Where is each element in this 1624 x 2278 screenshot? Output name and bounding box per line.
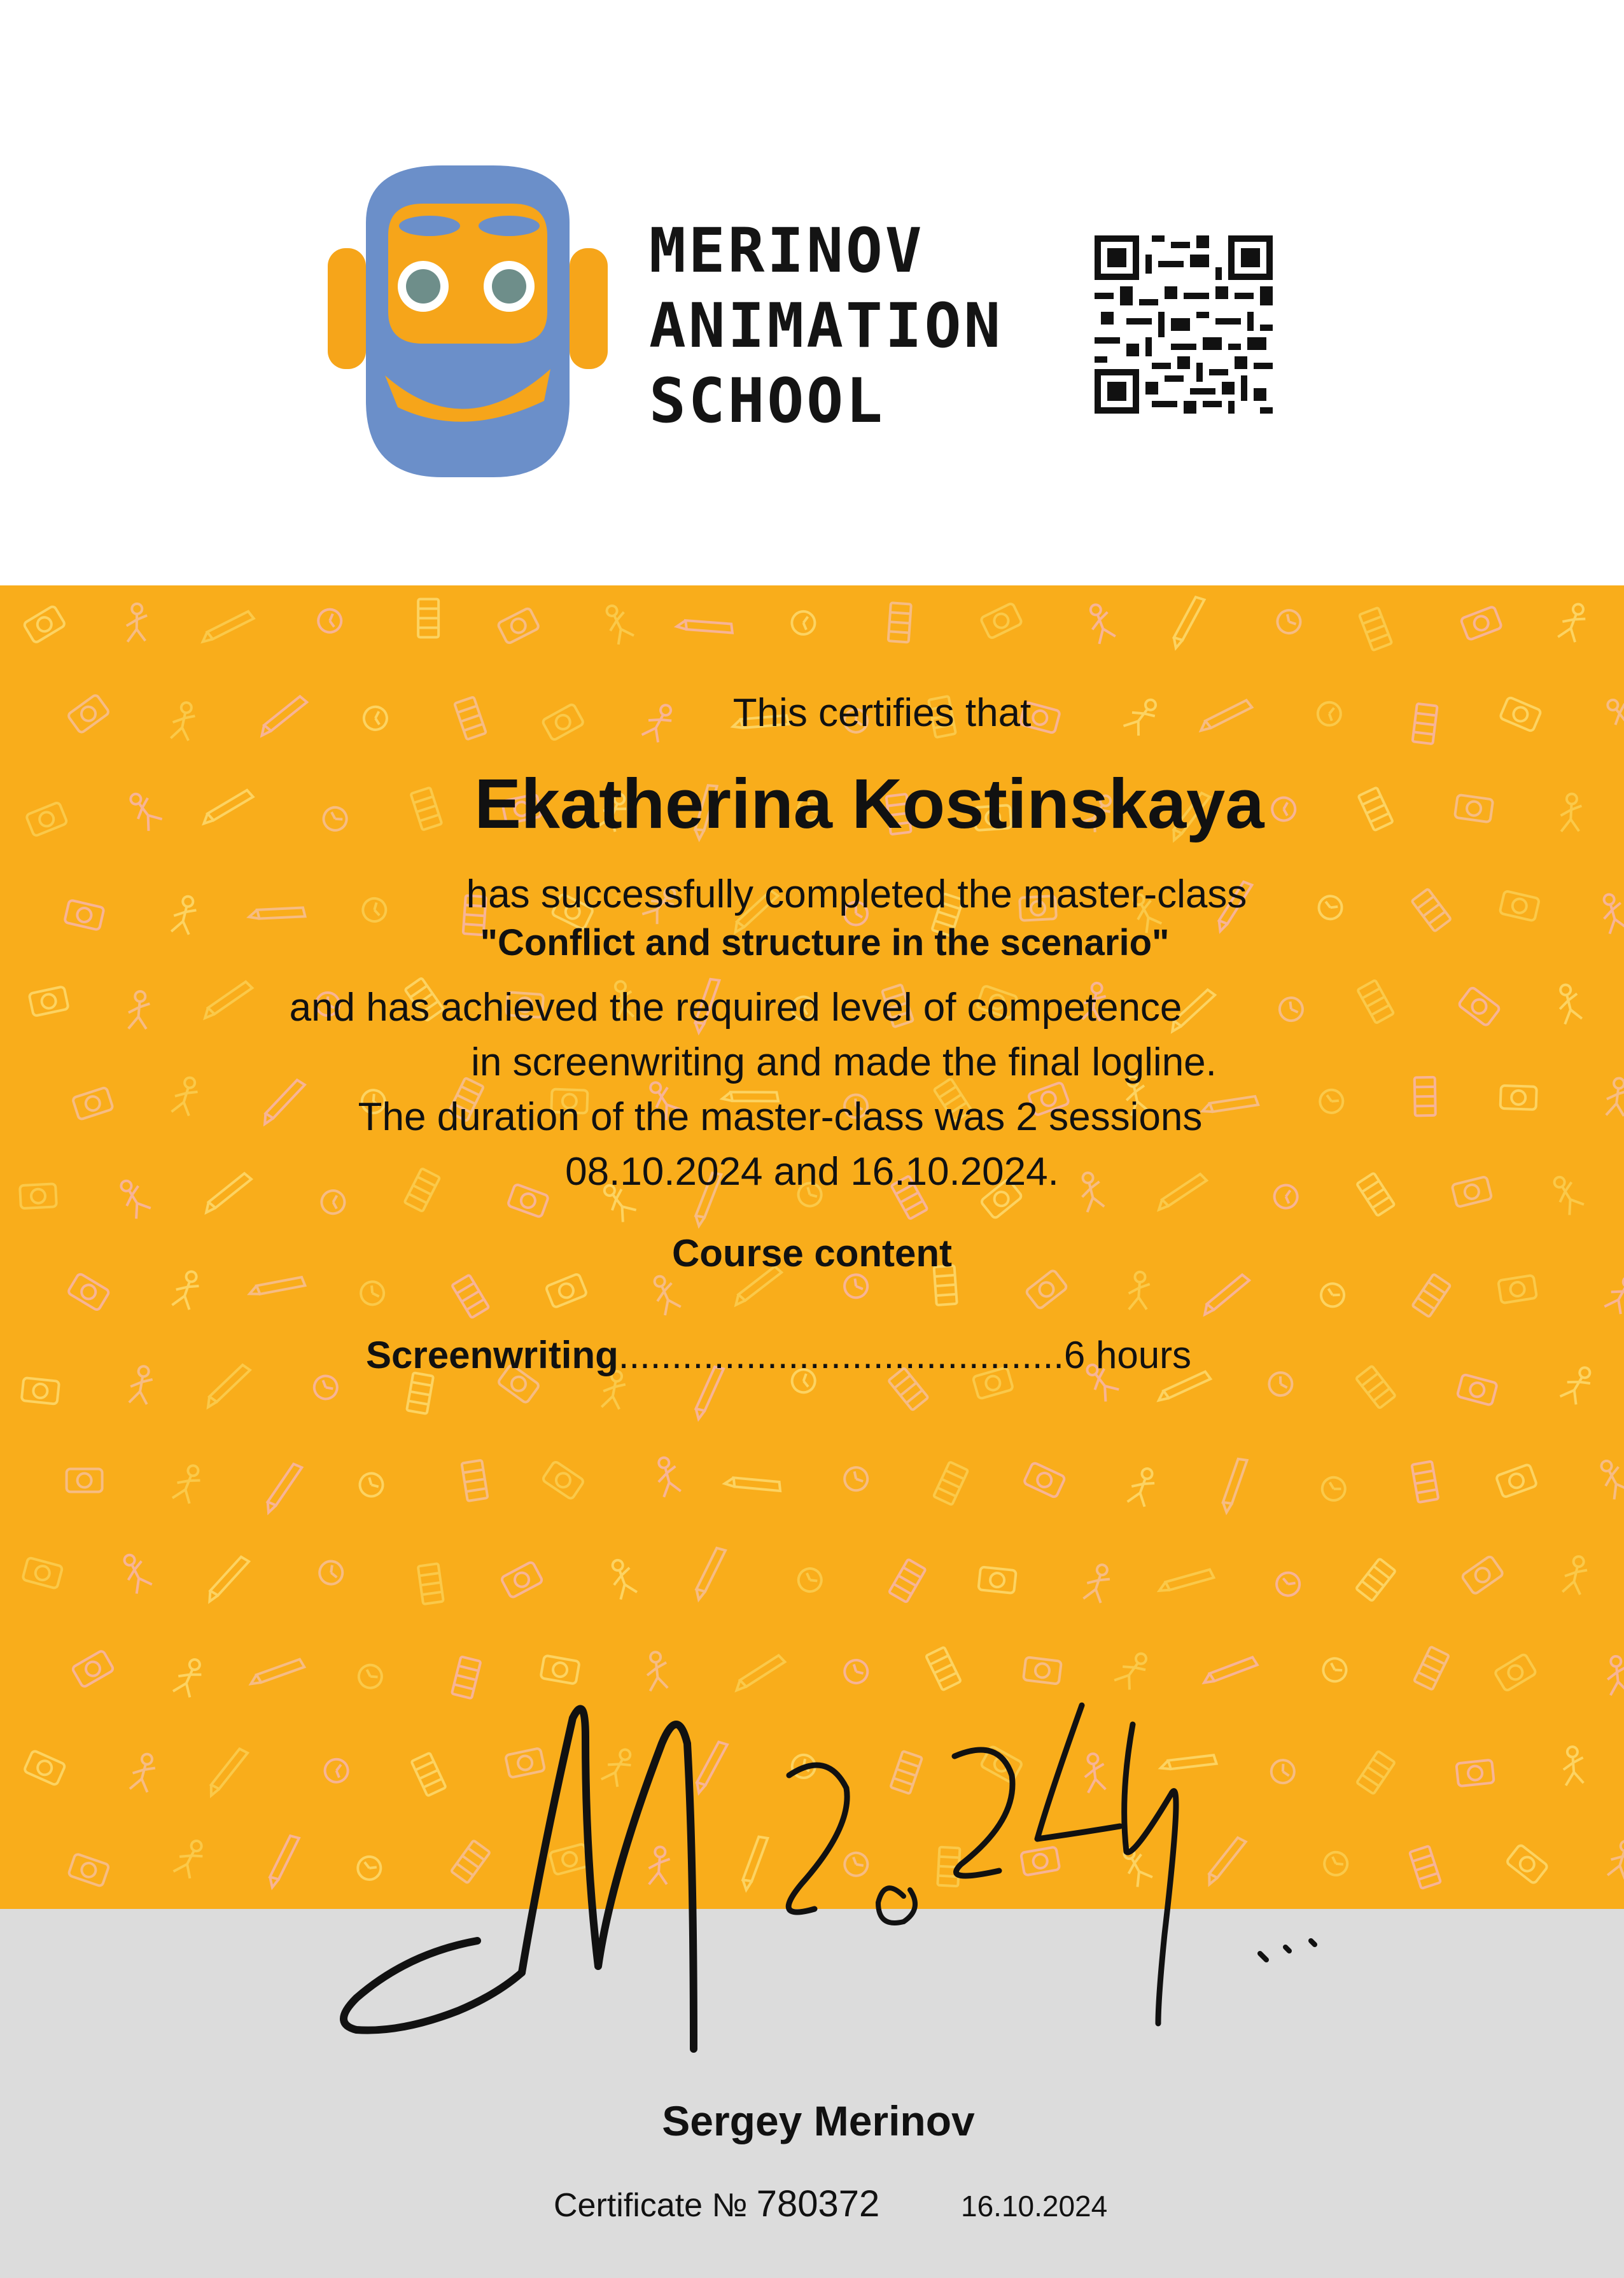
doodle-mark bbox=[200, 1747, 257, 1795]
doodle-mark bbox=[72, 1650, 114, 1688]
doodle-mark bbox=[1494, 1654, 1537, 1692]
completed-text: has successfully completed the master-class bbox=[466, 872, 1247, 916]
doodle-mark bbox=[318, 1560, 344, 1586]
doodle-mark bbox=[360, 1281, 385, 1306]
doodle-mark bbox=[201, 1555, 256, 1601]
doodle-mark bbox=[407, 1373, 433, 1414]
doodle-mark bbox=[542, 1461, 585, 1500]
doodle-mark bbox=[1082, 1562, 1114, 1605]
doodle-mark bbox=[1411, 1461, 1438, 1502]
doodle-mark bbox=[501, 1562, 543, 1598]
doodle-mark bbox=[172, 1837, 208, 1880]
doodle-mark bbox=[843, 1273, 869, 1299]
doodle-mark bbox=[418, 599, 438, 638]
doodle-mark bbox=[1606, 1655, 1624, 1695]
doodle-mark bbox=[452, 1275, 489, 1318]
doodle-mark bbox=[1562, 1746, 1585, 1785]
doodle-mark bbox=[251, 1649, 305, 1695]
logo-line-1: MERINOV bbox=[649, 215, 925, 286]
doodle-mark bbox=[126, 604, 147, 643]
doodle-mark bbox=[67, 1469, 102, 1492]
doodle-mark bbox=[1128, 1271, 1151, 1311]
doodle-mark bbox=[889, 1559, 926, 1602]
doodle-mark bbox=[787, 607, 819, 639]
doodle-mark bbox=[255, 1462, 313, 1513]
certificate-date: 16.10.2024 bbox=[961, 2190, 1108, 2223]
field-text: in screenwriting and made the final logline. bbox=[471, 1040, 1217, 1084]
doodle-mark bbox=[68, 1854, 109, 1887]
doodle-mark bbox=[1557, 601, 1589, 643]
doodle-mark bbox=[24, 1750, 66, 1785]
doodle-mark bbox=[1412, 1274, 1450, 1317]
header bbox=[0, 0, 1624, 585]
doodle-mark bbox=[1356, 1366, 1396, 1408]
doodle-mark bbox=[1023, 1462, 1065, 1498]
doodle-mark bbox=[24, 605, 66, 643]
doodle-mark bbox=[725, 1456, 785, 1514]
doodle-mark bbox=[1205, 1455, 1265, 1513]
certificate-number-label: Certificate № bbox=[554, 2187, 748, 2224]
doodle-mark bbox=[1414, 1647, 1449, 1690]
doodle-mark bbox=[67, 1273, 110, 1311]
doodle-mark bbox=[978, 1567, 1016, 1593]
doodle-mark bbox=[1126, 1465, 1159, 1508]
achieved-text: and has achieved the required level of competence bbox=[289, 986, 1182, 1030]
doodle-mark bbox=[1025, 1269, 1067, 1310]
doodle-mark bbox=[129, 1752, 158, 1794]
doodle-mark bbox=[1275, 608, 1303, 636]
logo-wordmark bbox=[649, 213, 1003, 438]
course-item bbox=[366, 1333, 1191, 1377]
doodle-mark bbox=[461, 1460, 487, 1501]
doodle-mark bbox=[648, 1273, 683, 1316]
doodle-mark bbox=[1084, 601, 1117, 644]
doodle-mark bbox=[1318, 1473, 1349, 1504]
doodle-mark bbox=[172, 1656, 206, 1699]
doodle-mark bbox=[1357, 1751, 1395, 1794]
duration-text: The duration of the master-class was 2 sessions bbox=[358, 1095, 1203, 1139]
doodle-mark bbox=[934, 1462, 968, 1505]
certificate-number-value: 780372 bbox=[756, 2183, 880, 2225]
doodle-mark bbox=[1457, 1374, 1497, 1405]
course-item-leader-dots: .......................................... bbox=[618, 1334, 1064, 1376]
doodle-mark bbox=[311, 1373, 341, 1402]
doodle-mark bbox=[1410, 1846, 1441, 1889]
doodle-mark bbox=[1561, 1555, 1590, 1597]
doodle-mark bbox=[843, 1465, 870, 1493]
logo-line-2: ANIMATION bbox=[649, 290, 1004, 361]
course-content-title: Course content bbox=[671, 1232, 953, 1275]
face-logo-icon bbox=[328, 165, 608, 477]
recipient-name: Ekatherina Kostinskaya bbox=[474, 765, 1264, 843]
doodle-mark bbox=[795, 1565, 825, 1595]
doodle-mark bbox=[202, 1364, 255, 1407]
doodle-mark bbox=[128, 1365, 155, 1406]
doodle-mark bbox=[22, 1378, 59, 1404]
doodle-mark bbox=[22, 1557, 62, 1588]
doodle-mark bbox=[418, 1563, 444, 1604]
doodle-mark bbox=[653, 1455, 682, 1497]
doodle-mark bbox=[1595, 1457, 1624, 1500]
course-item-hours: 6 hours bbox=[1063, 1334, 1192, 1376]
doodle-mark bbox=[676, 599, 736, 656]
doodle-mark bbox=[681, 1545, 740, 1600]
doodle-mark bbox=[357, 1471, 386, 1499]
doodle-mark bbox=[888, 603, 911, 642]
doodle-mark bbox=[1269, 1372, 1292, 1395]
doodle-mark bbox=[1359, 608, 1392, 650]
doodle-mark bbox=[315, 606, 345, 636]
doodle-mark bbox=[1461, 1555, 1504, 1595]
qr-code-icon bbox=[1095, 235, 1273, 414]
doodle-mark bbox=[1460, 606, 1502, 641]
doodle-mark bbox=[601, 602, 636, 645]
doodle-mark bbox=[1201, 1274, 1252, 1315]
signer-name: Sergey Merinov bbox=[662, 2097, 975, 2144]
intro-text: This certifies that bbox=[732, 691, 1032, 735]
doodle-mark bbox=[1159, 594, 1219, 648]
doodle-mark bbox=[1272, 1568, 1305, 1600]
doodle-mark bbox=[255, 1833, 314, 1887]
doodle-mark bbox=[1317, 1279, 1348, 1311]
doodle-mark bbox=[118, 1551, 154, 1594]
doodle-mark bbox=[1356, 1558, 1396, 1601]
doodle-mark bbox=[545, 1273, 587, 1308]
doodle-mark bbox=[1559, 1363, 1596, 1406]
doodle-mark bbox=[1456, 1760, 1494, 1787]
signature-icon bbox=[331, 1667, 1362, 2074]
doodle-mark bbox=[1498, 1275, 1537, 1303]
doodle-mark bbox=[171, 1462, 204, 1506]
doodle-mark bbox=[498, 608, 540, 644]
doodle-mark bbox=[1496, 1464, 1537, 1498]
doodle-mark bbox=[1606, 1838, 1624, 1881]
doodle-mark bbox=[606, 1557, 639, 1600]
logo-line-3: SCHOOL bbox=[649, 365, 885, 437]
doodle-mark bbox=[1159, 1557, 1216, 1605]
certificate-number bbox=[554, 2183, 879, 2225]
doodle-mark bbox=[1555, 982, 1584, 1024]
doodle-mark bbox=[980, 603, 1022, 639]
doodle-mark bbox=[203, 606, 255, 648]
course-name: "Conflict and structure in the scenario" bbox=[480, 922, 1170, 963]
dates-text: 08.10.2024 and 16.10.2024. bbox=[565, 1150, 1059, 1194]
course-item-name: Screenwriting bbox=[366, 1334, 619, 1376]
doodle-mark bbox=[1506, 1844, 1548, 1884]
doodle-mark bbox=[1604, 1273, 1624, 1316]
